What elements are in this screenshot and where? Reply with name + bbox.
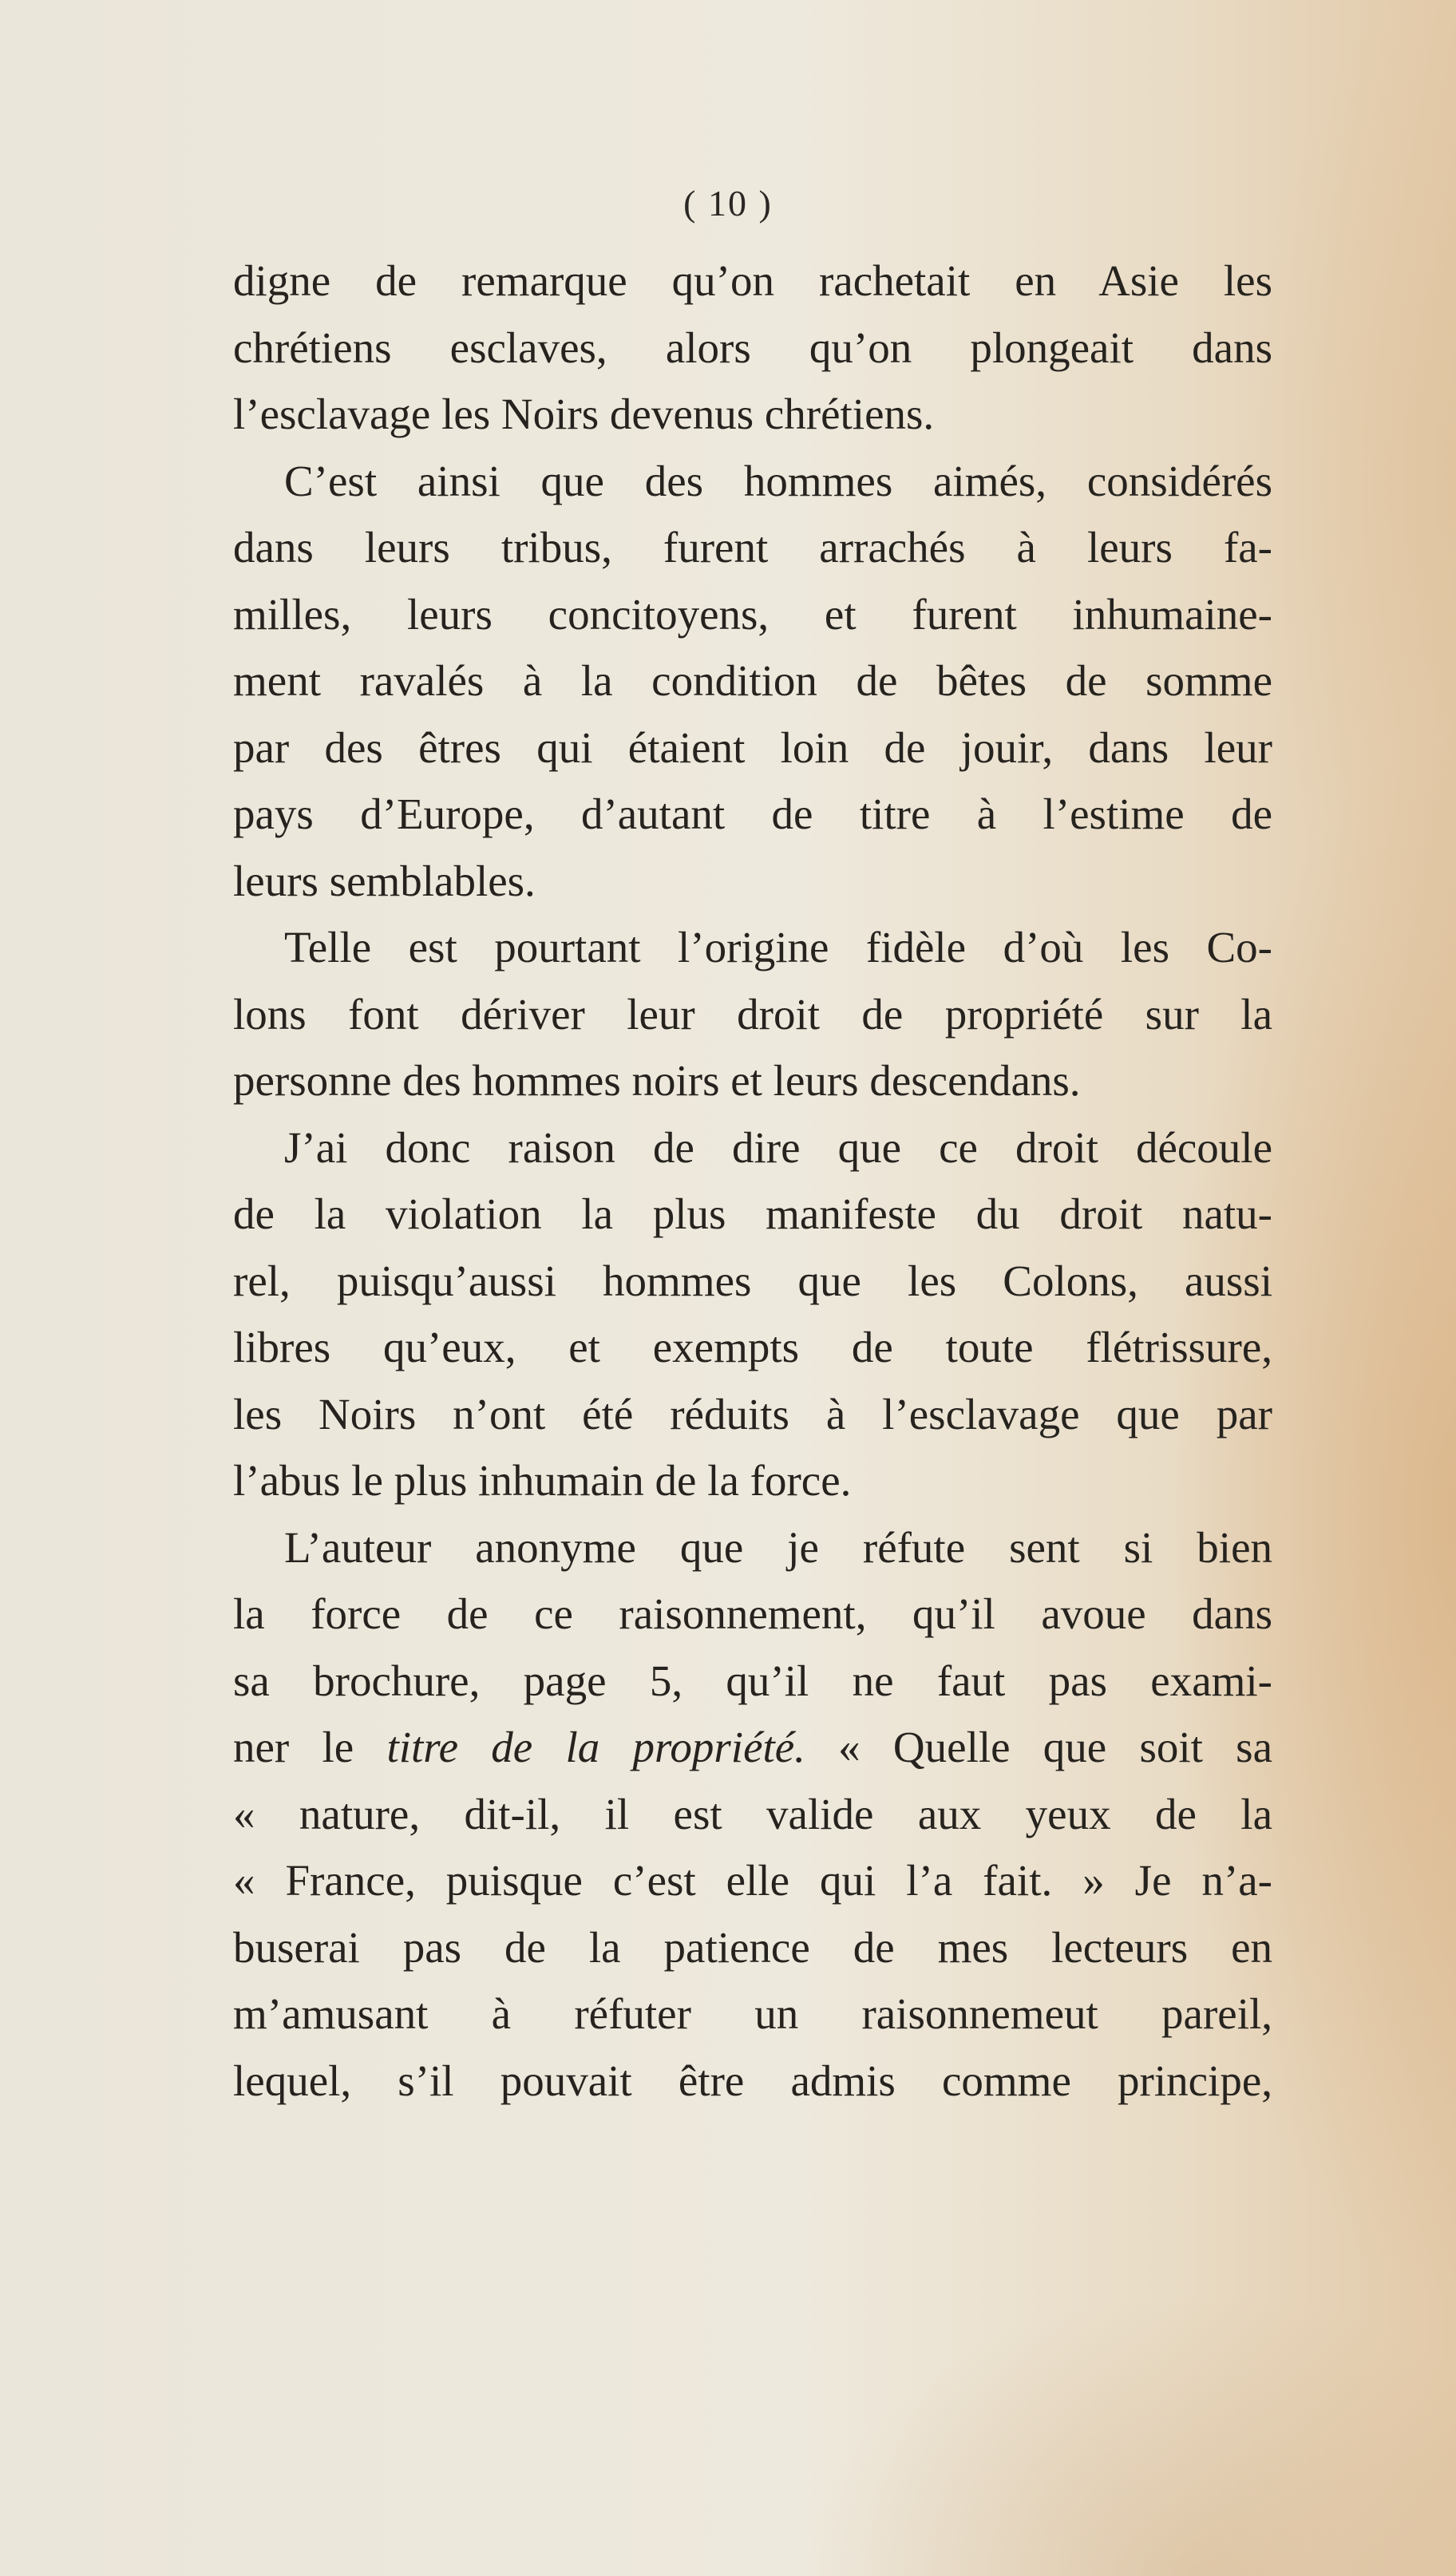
text-line: l’abus le plus inhumain de la force.	[233, 1456, 852, 1505]
text-line: ment ravalés à la condition de bêtes de somme	[233, 656, 1272, 705]
paragraph-start-line: L’auteur anonyme que je réfute sent si bien	[284, 1522, 1272, 1572]
text-line: personne des hommes noirs et leurs descendans.	[233, 1056, 1081, 1105]
text-line: buserai pas de la patience de mes lecteurs en	[233, 1922, 1272, 1972]
text-line: libres qu’eux, et exempts de toute flétrissure,	[233, 1323, 1272, 1371]
text-line: m’amusant à réfuter un raisonnemeut pareil,	[233, 1989, 1272, 2038]
paragraph-start-line: J’ai donc raison de dire que ce droit découle	[284, 1122, 1272, 1172]
quoted-line: « nature, dit-il, il est valide aux yeux de la	[233, 1789, 1272, 1838]
text-line: chrétiens esclaves, alors qu’on plongeait dans	[233, 322, 1272, 372]
page-number: ( 10 )	[683, 183, 773, 224]
text-segment: « Quelle que soit sa	[805, 1723, 1272, 1771]
italic-phrase: titre de la propriété.	[386, 1723, 805, 1771]
paragraph-start-line: Telle est pourtant l’origine fidèle d’où les Co-	[284, 923, 1272, 971]
text-line: lequel, s’il pouvait être admis comme principe,	[233, 2056, 1272, 2105]
text-line: pays d’Europe, d’autant de titre à l’estime de	[233, 789, 1272, 838]
text-line: l’esclavage les Noirs devenus chrétiens.	[233, 390, 935, 438]
text-line: par des êtres qui étaient loin de jouir, dans leur	[233, 722, 1272, 772]
text-line: digne de remarque qu’on rachetait en Asie les	[233, 256, 1272, 305]
text-line: les Noirs n’ont été réduits à l’esclavage que par	[233, 1389, 1272, 1438]
text-line: leurs semblables.	[233, 856, 536, 905]
body-text	[233, 247, 1272, 2114]
text-line-with-italic	[233, 1714, 1272, 1781]
text-line: dans leurs tribus, furent arrachés à leurs fa-	[233, 523, 1272, 572]
paragraph-start-line: C’est ainsi que des hommes aimés, considérés	[284, 456, 1272, 505]
text-segment: ner le	[233, 1723, 387, 1771]
text-line: de la violation la plus manifeste du droit natu-	[233, 1189, 1272, 1238]
text-line: la force de ce raisonnement, qu’il avoue dans	[233, 1589, 1272, 1638]
text-line: sa brochure, page 5, qu’il ne faut pas exami-	[233, 1656, 1272, 1705]
text-line: lons font dériver leur droit de propriété sur la	[233, 989, 1272, 1039]
text-line: rel, puisqu’aussi hommes que les Colons, aussi	[233, 1256, 1272, 1305]
quoted-line: « France, puisque c’est elle qui l’a fait. » Je n’a-	[233, 1856, 1272, 1905]
text-line: milles, leurs concitoyens, et furent inhumaine-	[233, 589, 1272, 639]
